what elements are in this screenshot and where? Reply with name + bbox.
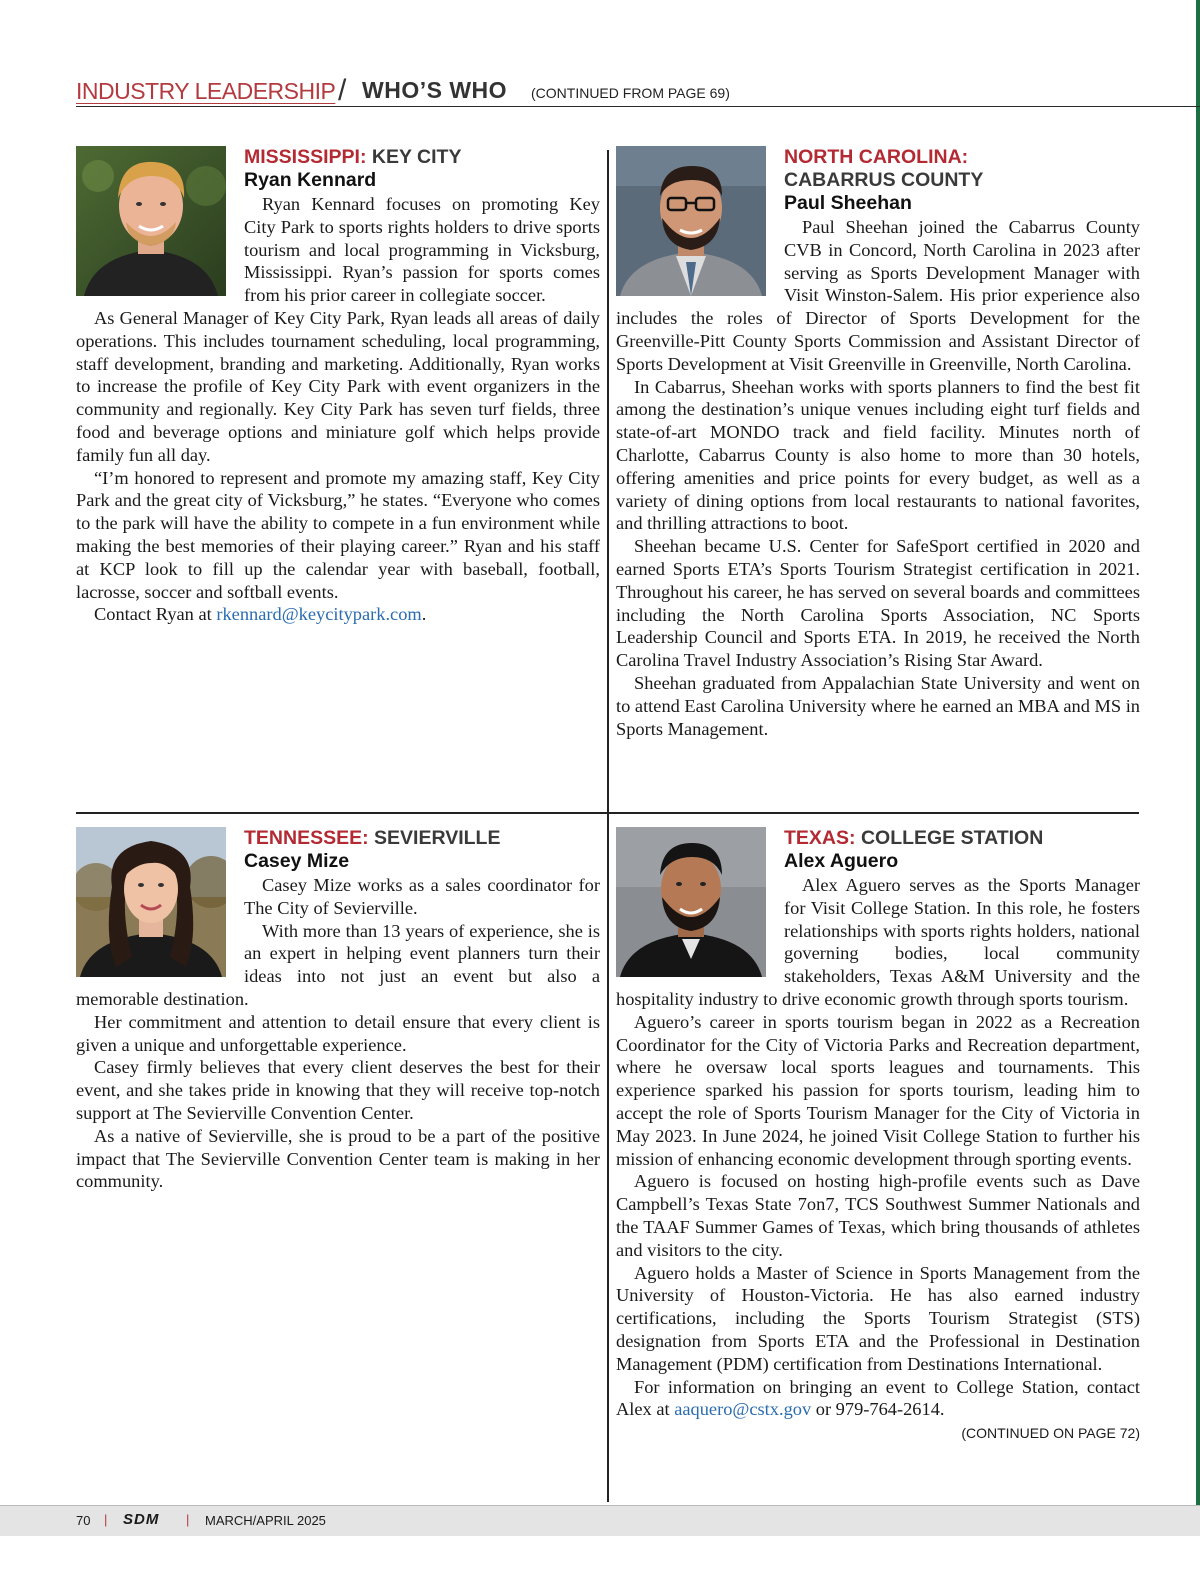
paragraph: Sheehan graduated from Appalachian State University and went on to attend East Carolina University where he earned an MBA and MS in Sports Management.	[616, 672, 1141, 739]
page-title: WHO’S WHO	[362, 77, 508, 103]
email-link[interactable]: aaquero@cstx.gov	[674, 1399, 812, 1420]
continued-from-note: (CONTINUED FROM PAGE 69)	[531, 85, 730, 101]
column-divider	[607, 150, 609, 1502]
paragraph: Aguero’s career in sports tourism began in 2022 as a Recreation Coordinator for the City of Victoria Parks and Recreation department, where he oversaw local sports leagues and tournaments. This experience sparked his passion for sports tourism, leading him to accept the role of Sports Tourism Manager for the City of Victoria in May 2023. In June 2024, he joined Visit College Station to further his mission of enhancing economic development through sporting events.	[616, 1011, 1140, 1169]
city-label: KEY CITY	[371, 146, 462, 168]
paragraph: Aguero is focused on hosting high-profile events such as Dave Campbell’s Texas State 7on7, TCS Southwest Summer Nationals and the TAAF Summer Games of Texas, which bring thousands of athletes and visitors to the city.	[616, 1171, 1140, 1260]
paragraph: “I’m honored to represent and promote my amazing staff, Key City Park and the great city of Vicksburg,” he states. “Everyone who comes to the park will have the ability to compete in a fun environment while making the best memories of their playing career.” Ryan and his staff at KCP look to fill up the calendar year with baseball, football, lacrosse, soccer and softball events.	[76, 467, 600, 602]
state-label: MISSISSIPPI:	[244, 146, 367, 168]
page-number: 70	[76, 1513, 91, 1528]
continued-on-note: (CONTINUED ON PAGE 72)	[961, 1425, 1140, 1442]
state-label: TENNESSEE:	[244, 827, 369, 849]
contact-suffix: or 979-764-2614.	[811, 1399, 945, 1420]
paragraph: Her commitment and attention to detail ensure that every client is given a unique and unforgettable experience.	[76, 1011, 600, 1055]
page-edge-strip	[1196, 0, 1200, 1505]
paragraph: Ryan Kennard focuses on promoting Key City Park to sports rights holders to drive sports tourism and local programming in Vicksburg, Mississippi. Ryan’s passion for sports comes from his prior career in collegiate soccer.	[244, 194, 600, 306]
paragraph: Paul Sheehan joined the Cabarrus County CVB in Concord, North Carolina in 2023 after serving as Sports Development Manager with Visit Winston-Salem. His prior experience also includes the roles of Director of Sports Development for the Greenville-Pitt County Sports Commission and Assistant Director of Sports Development at Visit Greenville in Greenville, North Carolina.	[616, 217, 1140, 374]
paragraph: In Cabarrus, Sheehan works with sports planners to find the best fit among the destination’s unique venues including eight turf fields and state-of-art MONDO track and field facility. Minutes north of Charlotte, Cabarrus County is also home to more than 30 hotels, offering amenities and price points for every budget, as well as a variety of dining options from local restaurants to national favorites, and thrilling attractions to boot.	[616, 376, 1140, 534]
article-casey-mize	[76, 827, 600, 1193]
ryan-kennard-photo	[76, 146, 226, 296]
footer-separator: |	[104, 1512, 108, 1527]
person-name: Ryan Kennard	[244, 169, 377, 191]
city-label: CABARRUS COUNTY	[784, 169, 984, 191]
email-link[interactable]: rkennard@keycitypark.com	[216, 604, 422, 625]
contact-prefix: For information on bringing an event to College Station, contact Alex at	[616, 1376, 1140, 1420]
state-label: NORTH CAROLINA:	[784, 146, 969, 168]
header-slash: /	[338, 74, 347, 107]
contact-line	[76, 603, 600, 626]
row-divider	[76, 812, 1139, 814]
article-alex-aguero	[616, 827, 1140, 1444]
paragraph: Casey Mize works as a sales coordinator for The City of Sevierville.	[244, 875, 600, 918]
paragraph: Casey firmly believes that every client deserves the best for their event, and she takes pride in knowing that they will receive top-notch support at The Sevierville Convention Center.	[76, 1057, 600, 1123]
contact-prefix: Contact Ryan at	[94, 604, 217, 625]
state-label: TEXAS:	[784, 827, 856, 849]
city-label: SEVIERVILLE	[374, 827, 501, 849]
paragraph: Alex Aguero serves as the Sports Manager for Visit College Station. In this role, he fosters relationships with sports rights holders, national governing bodies, local community stakeholders, Texas A&M University and the hospitality industry to drive economic growth through sports tourism.	[616, 875, 1140, 1009]
person-name: Paul Sheehan	[784, 192, 912, 214]
person-name: Alex Aguero	[784, 850, 899, 872]
casey-mize-photo	[76, 827, 226, 977]
footer-separator: |	[186, 1512, 190, 1527]
contact-line	[616, 1376, 1140, 1422]
issue-date: MARCH/APRIL 2025	[205, 1513, 326, 1528]
paragraph: As a native of Sevierville, she is proud to be a part of the positive impact that The Sevierville Convention Center team is making in her community.	[76, 1125, 600, 1192]
article-paul-sheehan	[616, 146, 1140, 740]
publication-logo: SDM	[123, 1511, 160, 1528]
page-header	[76, 76, 1200, 107]
paragraph: Aguero holds a Master of Science in Sports Management from the University of Houston-Victoria. He has also earned industry certifications, including the Sports Tourism Strategist (STS) designation from Sports ETA and the Professional in Destination Management (PDM) certification from Destinations International.	[616, 1262, 1140, 1374]
contact-suffix: .	[421, 604, 427, 625]
person-name: Casey Mize	[244, 850, 350, 872]
page-footer	[0, 1505, 1200, 1536]
paragraph: As General Manager of Key City Park, Ryan leads all areas of daily operations. This includes tournament scheduling, local programming, staff development, branding and marketing. Additionally, Ryan works to increase the profile of Key City Park with event organizers in the community and regionally. Key City Park has seven turf fields, three food and beverage options and miniature golf which helps provide family fun all day.	[76, 307, 600, 465]
article-ryan-kennard	[76, 146, 600, 626]
paragraph: With more than 13 years of experience, she is an expert in helping event planners turn their ideas into not just an event but also a memorable destination.	[76, 920, 600, 1009]
alex-aguero-photo	[616, 827, 766, 977]
paragraph: Sheehan became U.S. Center for SafeSport certified in 2020 and earned Sports ETA’s Sports Tourism Strategist certification in 2021. Throughout his career, he has served on several boards and committees including the North Carolina Sports Association, NC Sports Leadership Council and Sports ETA. In 2019, he received the North Carolina Travel Industry Association’s Rising Star Award.	[616, 536, 1140, 671]
city-label: COLLEGE STATION	[860, 827, 1044, 849]
paul-sheehan-photo	[616, 146, 766, 296]
section-label: INDUSTRY LEADERSHIP	[76, 78, 336, 104]
